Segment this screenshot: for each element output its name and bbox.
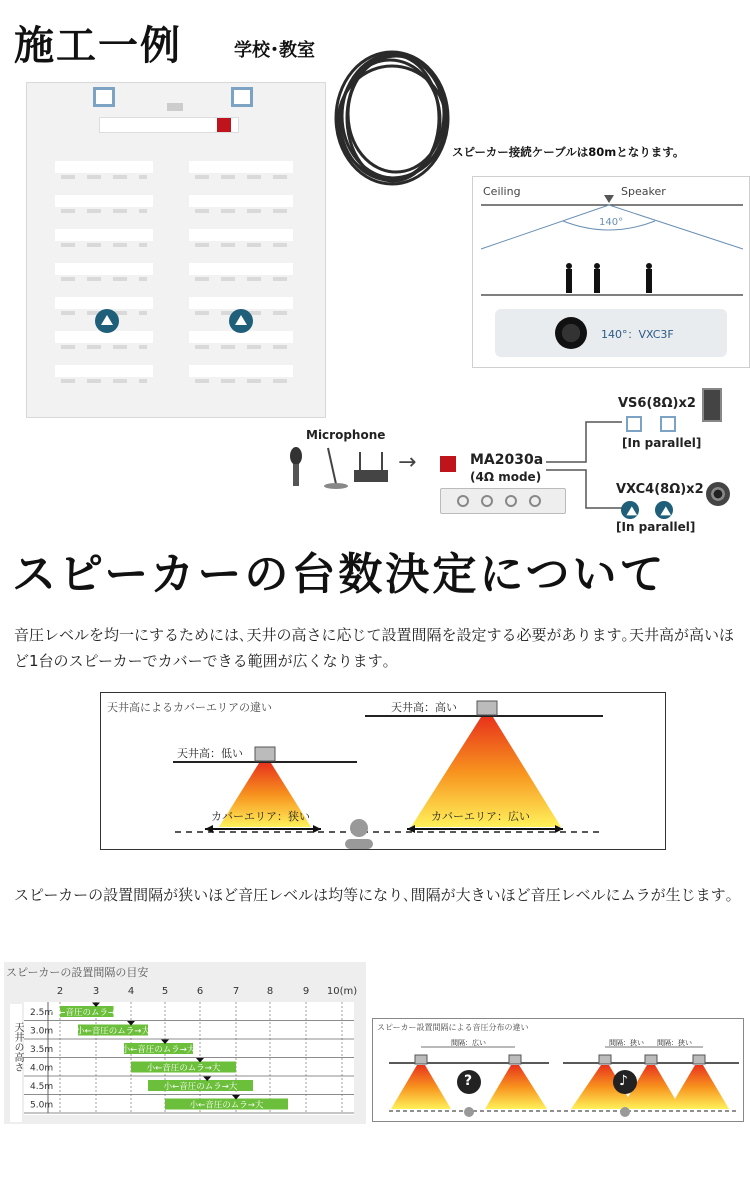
narrow-spacing-label-2: 間隔：狭い <box>657 1039 692 1047</box>
high-ceiling-label: 天井高：高い <box>391 701 457 714</box>
arrow-to-amp: → <box>398 450 417 475</box>
spacing-bar-label: 小←音圧のムラ→大 <box>76 1026 150 1037</box>
narrow-area-label: カバーエリア：狭い <box>211 810 310 823</box>
x-tick-label: 10(m) <box>326 986 358 997</box>
narrow-spacing-label-1: 間隔：狭い <box>609 1039 644 1047</box>
row-height-label: 4.0m <box>30 1063 54 1074</box>
vxc4-product-icon <box>706 482 730 506</box>
chart-side-label-text: 天井の高さ <box>12 1022 23 1072</box>
row-height-label: 4.5m <box>30 1082 54 1092</box>
wiring-diagram <box>280 384 750 534</box>
row-height-label: 3.5m <box>30 1045 54 1055</box>
page-subtitle: 学校･教室 <box>234 40 315 61</box>
row-height-label: 5.0m <box>30 1100 54 1111</box>
spacing-bar-label: 小←音圧のムラ→大 <box>146 1063 221 1074</box>
out1-parallel-note: [In parallel] <box>622 436 702 450</box>
microphone-icon <box>284 440 394 500</box>
amplifier-icon <box>440 456 456 472</box>
cable-length-note: スピーカー接続ケーブルは80mとなります。 <box>452 145 685 159</box>
coverage-diagram-title: 天井高によるカバーエリアの違い <box>107 701 272 714</box>
x-tick-label: 4 <box>127 986 135 997</box>
x-tick-label: 2 <box>56 986 64 997</box>
microphone-label: Microphone <box>306 428 386 442</box>
question-icon: ? <box>464 1073 473 1089</box>
ceiling-speaker-right-icon <box>231 87 253 107</box>
row-height-label: 3.0m <box>30 1026 54 1037</box>
row-height-label: 2.5m <box>30 1008 54 1018</box>
wiring-lines <box>546 404 666 514</box>
speaker-position-right-icon <box>229 309 253 333</box>
x-tick-label: 5 <box>161 986 169 997</box>
music-note-icon: ♪ <box>619 1073 628 1089</box>
chart-title: スピーカーの設置間隔の目安 <box>6 966 149 979</box>
coverage-lines <box>473 177 750 307</box>
pressure-distribution-diagram <box>372 1018 744 1122</box>
vxc4-speaker-icon-2 <box>655 501 673 519</box>
x-tick-label: 8 <box>266 986 274 997</box>
intro-paragraph: 音圧レベルを均一にするためには､天井の高さに応じて設置間隔を設定する必要があります｡天井高が高いほど1台のスピーカーでカバーできる範囲が広くなります｡ <box>14 626 735 670</box>
angle-label: 140° <box>599 217 624 228</box>
amplifier-marker <box>217 118 231 132</box>
chart-grid <box>4 962 366 1124</box>
speaker-model-box <box>495 309 727 357</box>
ceiling-label: Ceiling <box>483 185 521 198</box>
classroom-plan <box>26 82 326 418</box>
teacher-desk <box>167 103 183 111</box>
dist-title: スピーカー設置間隔による音圧分布の違い <box>377 1023 529 1032</box>
section-title: スピーカーの台数決定について <box>12 549 667 600</box>
out1-model-label: VS6(8Ω)x2 <box>618 396 696 411</box>
speaker-position-left-icon <box>95 309 119 333</box>
vxc3f-speaker-icon <box>555 317 587 349</box>
vs6-speaker-icon-2 <box>660 416 676 432</box>
vs6-speaker-icon <box>626 416 642 432</box>
spacing-paragraph: スピーカーの設置間隔が狭いほど音圧レベルは均等になり､間隔が大きいほど音圧レベルにムラが生じます｡ <box>14 886 734 904</box>
amp-mode-label: (4Ω mode) <box>470 470 542 484</box>
out2-model-label: VXC4(8Ω)x2 <box>616 482 704 497</box>
cable-coil-icon <box>330 40 460 190</box>
x-tick-label: 6 <box>196 986 204 997</box>
ceiling-coverage-diagram <box>472 176 750 368</box>
ceiling-speaker-left-icon <box>93 87 115 107</box>
x-tick-label: 3 <box>92 986 100 997</box>
amp-model-label: MA2030a <box>470 452 544 468</box>
spacing-bar-label: 小←音圧のムラ→大 <box>163 1082 238 1092</box>
distribution-cones <box>373 1019 745 1123</box>
out2-parallel-note: [In parallel] <box>616 520 696 534</box>
wide-area-label: カバーエリア：広い <box>431 810 530 823</box>
page-title: 施工一例 <box>14 23 182 69</box>
spacing-bar-label: 小←音圧のムラ→大 <box>49 1008 124 1018</box>
x-tick-label: 7 <box>232 986 240 997</box>
spacing-guide-chart <box>4 962 366 1124</box>
speaker-label: Speaker <box>621 185 666 198</box>
coverage-by-height-diagram <box>100 692 666 850</box>
spacing-bar-label: 小←音圧のムラ→大 <box>121 1045 196 1055</box>
wide-spacing-label: 間隔：広い <box>451 1039 486 1047</box>
vs6-product-icon <box>702 388 722 422</box>
low-ceiling-label: 天井高：低い <box>177 747 243 760</box>
spacing-bar-label: 小←音圧のムラ→大 <box>189 1100 264 1111</box>
speaker-model-label: 140°：VXC3F <box>601 328 674 341</box>
vxc4-speaker-icon <box>621 501 639 519</box>
x-tick-label: 9 <box>302 986 310 997</box>
coverage-cones <box>101 693 667 851</box>
chart-plot-area <box>24 1002 354 1115</box>
